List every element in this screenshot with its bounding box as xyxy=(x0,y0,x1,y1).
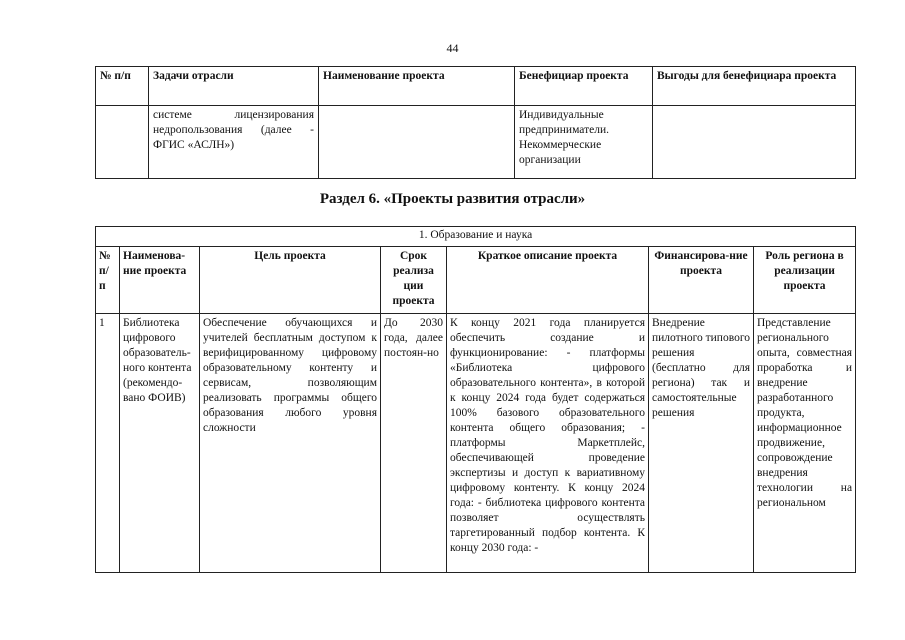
continuation-table-row xyxy=(96,106,856,179)
header-industry-tasks: Задачи отрасли xyxy=(149,67,319,106)
cell-project-goal: Обеспечение обучающихся и учителей бесплатным доступом к верифицированному цифровому образовательному контенту и сервисам, позволяющим реализовать программы общего образования любого уровня сложности xyxy=(200,314,381,573)
header-region-role: Роль региона в реализации проекта xyxy=(754,247,856,314)
cell-description: К концу 2021 года планируется обеспечить создание и функционирование: - платформы «Библиотека цифрового образовательного контента», в которой к концу 2024 года будет содержаться 100% базового образовательного контента общего образования; - платформы Маркетплейс, обеспечивающей проведение экспертизы и доступ к вариативному цифровому контенту. К концу 2024 года: - библиотека цифрового контента позволяет осуществлять таргетированный подбор контента. К концу 2030 года: - xyxy=(447,314,649,573)
cell-num: 1 xyxy=(96,314,120,573)
header-num: № п/ п xyxy=(96,247,120,314)
header-num: № п/п xyxy=(96,67,149,106)
header-description: Краткое описание проекта xyxy=(447,247,649,314)
cell-project-name xyxy=(319,106,515,179)
category-label: 1. Образование и наука xyxy=(96,227,856,247)
continuation-table xyxy=(95,66,856,179)
header-term: Срок реализа ции проекта xyxy=(381,247,447,314)
section-title: Раздел 6. «Проекты развития отрасли» xyxy=(319,191,586,207)
header-benefits: Выгоды для бенефициара проекта xyxy=(653,67,856,106)
projects-table-header-row xyxy=(96,247,856,314)
projects-table xyxy=(95,226,856,573)
cell-financing: Внедрение пилотного типового решения (бесплатно для региона) так и самостоятельные решения xyxy=(649,314,754,573)
cell-beneficiary: Индивидуальные предприниматели. Некоммерческие организации xyxy=(515,106,653,179)
cell-benefits xyxy=(653,106,856,179)
table-row xyxy=(96,314,856,573)
page-number: 44 xyxy=(446,41,459,55)
cell-num xyxy=(96,106,149,179)
cell-term: До 2030 года, далее постоян-но xyxy=(381,314,447,573)
cell-project-name: Библиотека цифрового образователь-ного контента (рекомендо-вано ФОИВ) xyxy=(120,314,200,573)
header-financing: Финансирова-ние проекта xyxy=(649,247,754,314)
header-beneficiary: Бенефициар проекта xyxy=(515,67,653,106)
cell-task: системе лицензирования недропользования (далее - ФГИС «АСЛН») xyxy=(149,106,319,179)
header-project-name: Наименова-ние проекта xyxy=(120,247,200,314)
continuation-table-header-row xyxy=(96,67,856,106)
header-project-goal: Цель проекта xyxy=(200,247,381,314)
cell-region-role: Представление регионального опыта, совместная проработка и внедрение разработанного продукта, информационное продвижение, сопровождение внедрения технологии на региональном xyxy=(754,314,856,573)
header-project-name: Наименование проекта xyxy=(319,67,515,106)
category-row xyxy=(96,227,856,247)
